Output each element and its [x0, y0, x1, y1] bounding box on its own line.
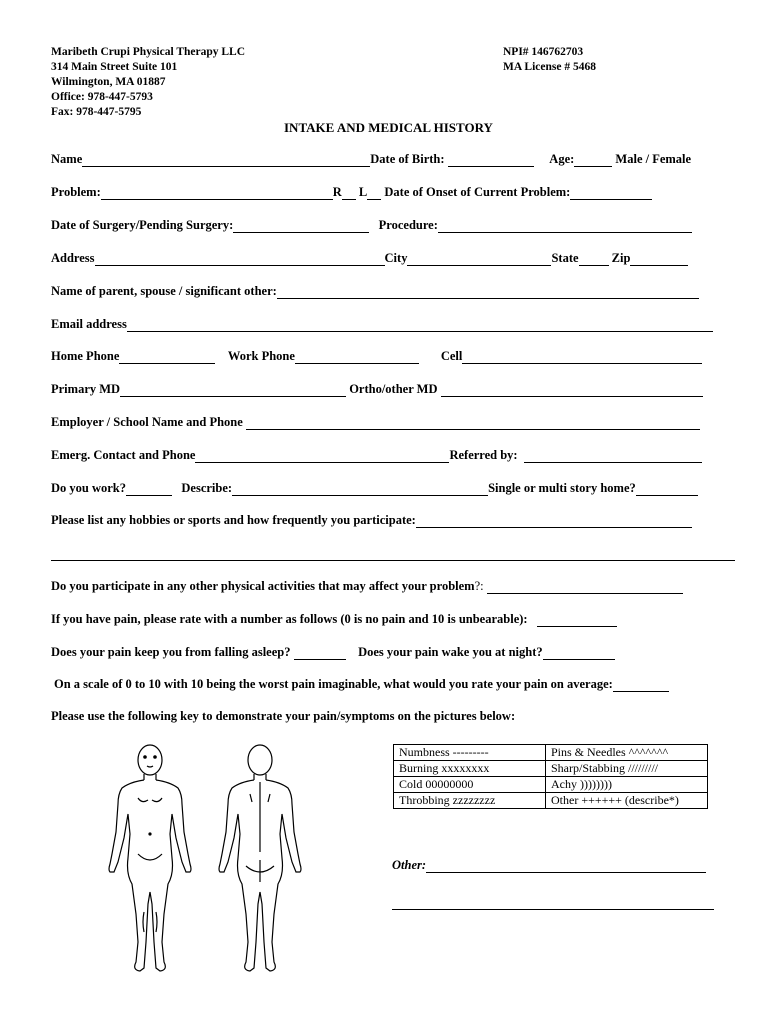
emergency-label: Emerg. Contact and Phone	[51, 448, 196, 462]
work-phone-input[interactable]	[295, 350, 419, 364]
procedure-label: Procedure:	[378, 218, 438, 232]
pain-key-cell: Numbness ---------	[394, 745, 546, 761]
row-name	[51, 152, 691, 167]
home-type-input[interactable]	[636, 482, 698, 496]
practice-city: Wilmington, MA 01887	[51, 76, 166, 88]
surgery-label: Date of Surgery/Pending Surgery:	[51, 218, 234, 232]
pain-sleep-label: Does your pain keep you from falling asleep?	[51, 645, 291, 659]
primary-md-label: Primary MD	[51, 382, 121, 396]
work-phone-label: Work Phone	[227, 349, 295, 363]
row-address	[51, 251, 688, 266]
ortho-md-input[interactable]	[441, 383, 703, 397]
hobbies-input-line2[interactable]	[51, 547, 735, 561]
row-pain-sleep	[51, 645, 615, 660]
practice-office-phone: Office: 978-447-5793	[51, 91, 153, 103]
city-input[interactable]	[407, 252, 551, 266]
referred-input[interactable]	[524, 449, 702, 463]
right-side-label: R	[332, 185, 342, 199]
other-label: Other:	[392, 858, 427, 872]
sex-selector[interactable]: Male / Female	[615, 152, 692, 166]
name-input[interactable]	[82, 153, 370, 167]
pain-key-cell: Achy ))))))))	[546, 777, 708, 793]
pain-key-row	[394, 745, 708, 761]
dob-input[interactable]	[448, 153, 534, 167]
employer-input[interactable]	[246, 416, 700, 430]
activities-input[interactable]	[487, 580, 683, 594]
practice-street: 314 Main Street Suite 101	[51, 61, 178, 73]
row-hobbies	[51, 513, 692, 528]
hobbies-label: Please list any hobbies or sports and how frequently you participate:	[51, 513, 416, 527]
referred-label: Referred by:	[449, 448, 518, 462]
other-input[interactable]	[426, 859, 706, 873]
dob-label: Date of Birth:	[370, 152, 445, 166]
address-input[interactable]	[95, 252, 385, 266]
emergency-input[interactable]	[195, 449, 449, 463]
home-phone-input[interactable]	[119, 350, 215, 364]
row-phones	[51, 349, 702, 364]
body-back-figure-icon[interactable]	[212, 742, 308, 977]
pain-key-row	[394, 777, 708, 793]
surgery-input[interactable]	[233, 219, 369, 233]
row-parent	[51, 284, 699, 299]
row-surgery	[51, 218, 692, 233]
activities-suffix: ?:	[474, 579, 484, 593]
zip-input[interactable]	[630, 252, 688, 266]
row-employer	[51, 415, 700, 430]
email-label: Email address	[51, 317, 127, 331]
right-side-input[interactable]	[342, 186, 356, 200]
pain-wake-label: Does your pain wake you at night?	[358, 645, 543, 659]
pain-key-row	[394, 761, 708, 777]
pain-key-cell: Cold 00000000	[394, 777, 546, 793]
other-input-line2[interactable]	[392, 896, 714, 910]
license-number: MA License # 5468	[503, 61, 596, 73]
pain-rate-input[interactable]	[537, 613, 617, 627]
describe-label: Describe:	[181, 481, 233, 495]
state-input[interactable]	[579, 252, 609, 266]
row-other	[392, 858, 706, 873]
pain-average-input[interactable]	[613, 678, 669, 692]
problem-input[interactable]	[101, 186, 333, 200]
email-input[interactable]	[127, 318, 713, 332]
practice-name: Maribeth Crupi Physical Therapy LLC	[51, 46, 246, 58]
parent-label: Name of parent, spouse / significant other:	[51, 284, 277, 298]
row-pain-average	[54, 677, 669, 692]
home-type-label: Single or multi story home?	[488, 481, 636, 495]
practice-address-block	[51, 45, 245, 120]
pain-key-cell: Throbbing zzzzzzzz	[394, 793, 546, 809]
name-label: Name	[51, 152, 83, 166]
work-label: Do you work?	[51, 481, 127, 495]
primary-md-input[interactable]	[120, 383, 346, 397]
pain-key-cell: Burning xxxxxxxx	[394, 761, 546, 777]
pain-key-cell: Sharp/Stabbing /////////	[546, 761, 708, 777]
zip-label: Zip	[611, 251, 631, 265]
home-phone-label: Home Phone	[51, 349, 120, 363]
left-side-label: L	[358, 185, 368, 199]
pain-key-cell: Pins & Needles ^^^^^^^	[546, 745, 708, 761]
row-pain-rate	[51, 612, 617, 627]
row-doctors	[51, 382, 703, 397]
city-label: City	[384, 251, 408, 265]
onset-input[interactable]	[570, 186, 652, 200]
cell-label: Cell	[440, 349, 463, 363]
state-label: State	[551, 251, 579, 265]
npi-number: NPI# 146762703	[503, 46, 584, 58]
pain-sleep-input[interactable]	[294, 646, 346, 660]
practice-fax: Fax: 978-447-5795	[51, 106, 142, 118]
cell-input[interactable]	[462, 350, 702, 364]
pain-average-label: On a scale of 0 to 10 with 10 being the worst pain imaginable, what would you rate your pain on average:	[54, 677, 613, 691]
row-problem	[51, 185, 652, 200]
age-input[interactable]	[574, 153, 612, 167]
row-email	[51, 317, 713, 332]
work-input[interactable]	[126, 482, 172, 496]
row-activities	[51, 579, 683, 594]
parent-input[interactable]	[277, 285, 699, 299]
hobbies-input[interactable]	[416, 514, 692, 528]
pain-key-cell: Other ++++++ (describe*)	[546, 793, 708, 809]
row-work	[51, 481, 698, 496]
pain-key-table	[393, 744, 708, 809]
address-label: Address	[51, 251, 95, 265]
ortho-md-label: Ortho/other MD	[349, 382, 438, 396]
row-other-continued	[392, 893, 714, 911]
problem-label: Problem:	[51, 185, 101, 199]
activities-label: Do you participate in any other physical activities that may affect your problem	[51, 579, 475, 593]
form-title: INTAKE AND MEDICAL HISTORY	[284, 120, 493, 135]
left-side-input[interactable]	[367, 186, 381, 200]
employer-label: Employer / School Name and Phone	[51, 415, 243, 429]
pain-rate-label: If you have pain, please rate with a number as follows (0 is no pain and 10 is unbearable):	[51, 612, 528, 626]
procedure-input[interactable]	[438, 219, 692, 233]
onset-label: Date of Onset of Current Problem:	[384, 185, 571, 199]
license-block	[503, 45, 596, 75]
pain-key-row	[394, 793, 708, 809]
pain-wake-input[interactable]	[543, 646, 615, 660]
key-instruction: Please use the following key to demonstrate your pain/symptoms on the pictures below:	[51, 709, 516, 723]
row-hobbies-continued	[51, 546, 735, 561]
body-front-figure-icon[interactable]	[102, 742, 198, 977]
row-emergency	[51, 448, 702, 463]
describe-input[interactable]	[232, 482, 488, 496]
age-label: Age:	[549, 152, 575, 166]
